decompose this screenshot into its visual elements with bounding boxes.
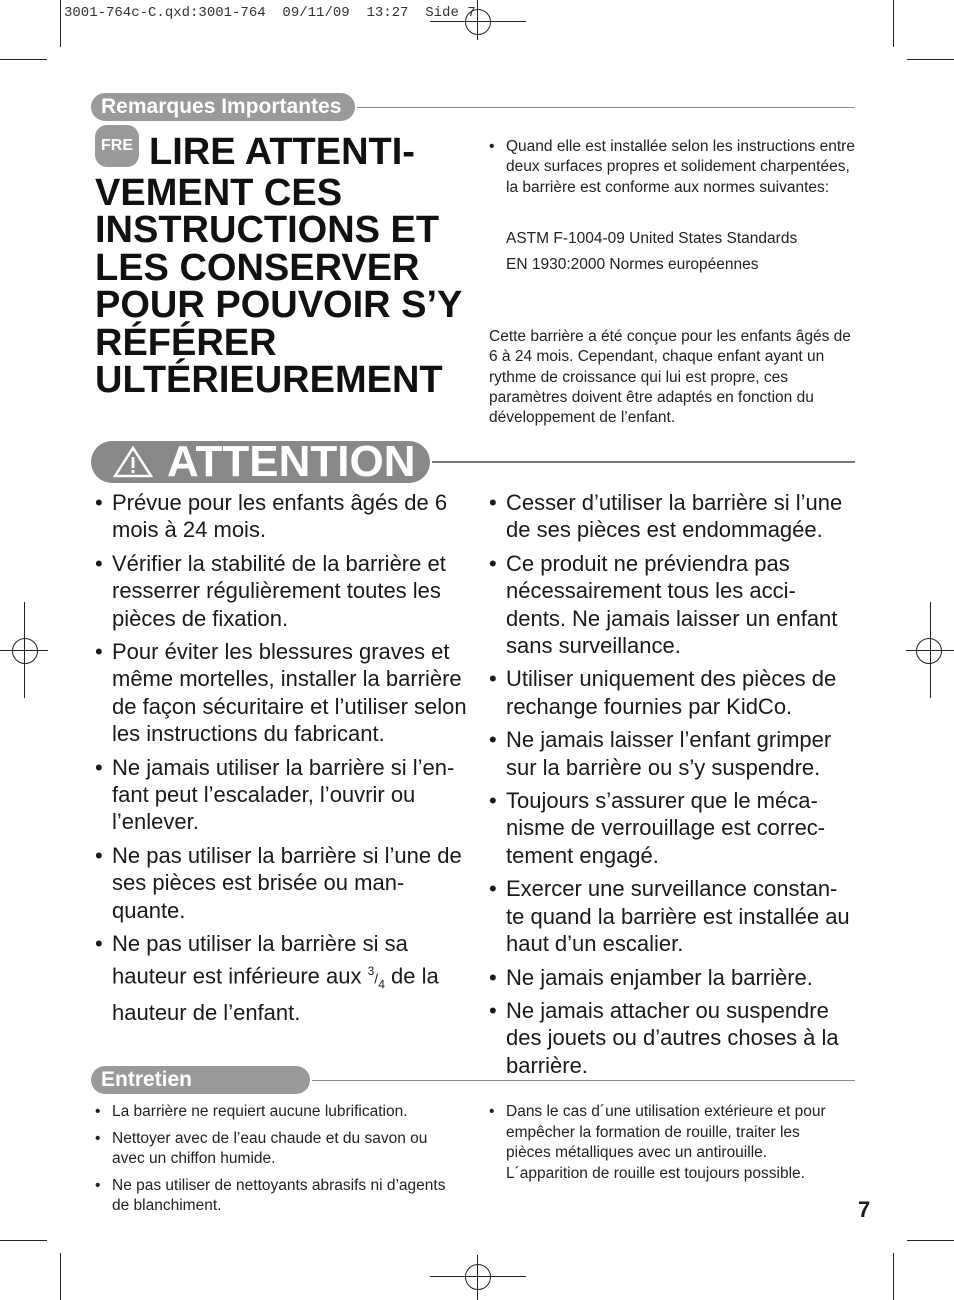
crop-mark <box>907 59 954 60</box>
title-text: LIRE ATTENTI- VEMENT CES INSTRUCTIONS ET LES CONSERVER POUR POUVOIR S’Y RÉFÉRER ULTÉRIEUREMENT <box>95 130 462 401</box>
attention-title: ATTENTION <box>167 437 416 486</box>
divider <box>432 461 856 463</box>
list-item: • Cesser d’utiliser la barrière si l’une de ses pièces est endommagée. <box>489 489 859 544</box>
crop-mark <box>907 1240 954 1241</box>
crop-mark <box>0 59 47 60</box>
list-item: • Ne jamais enjamber la barrière. <box>489 964 859 991</box>
registration-mark-icon <box>906 602 954 698</box>
list-item: • Ne pas utiliser la barrière si l’une de ses pièces est brisée ou man- quante. <box>95 842 470 924</box>
list-item: • Ne pas utiliser de nettoyants abrasifs ni d’agents de blanchiment. <box>95 1176 455 1217</box>
divider <box>357 107 855 108</box>
standards-block <box>489 137 859 275</box>
list-item: • La barrière ne requiert aucune lubrification. <box>95 1102 455 1123</box>
list-item: • Ce produit ne préviendra pas nécessairement tous les acci- dents. Ne jamais laisser un enfant sans surveillance. <box>489 550 859 660</box>
standard-item: ASTM F-1004-09 United States Standards <box>506 229 798 247</box>
attention-header <box>91 437 855 486</box>
section-title: Entretien <box>91 1066 310 1094</box>
page-title <box>95 130 465 401</box>
section-header-entretien <box>91 1066 855 1094</box>
registration-mark-icon <box>430 0 526 40</box>
list-item: • Ne pas utiliser la barrière si sa hauteur est inférieure aux $^3/_4$ de la hauteur de l’enfant. <box>95 930 470 1026</box>
page-number: 7 <box>858 1197 871 1222</box>
divider <box>312 1080 855 1081</box>
list-item: • Ne jamais laisser l’enfant grimper sur la barrière ou s’y suspendre. <box>489 726 859 781</box>
maintenance-text: Dans le cas d´une utilisation extérieure et pour empêcher la formation de rouille, traiter les pièces métalliques avec un antirouille. <box>506 1103 826 1161</box>
list-item: • Quand elle est installée selon les instructions entre deux surfaces propres et solidement charpentées, la barrière est conforme aux normes suivantes: <box>489 137 859 198</box>
section-title: Remarques Importantes <box>91 93 355 121</box>
list-item <box>489 1102 839 1184</box>
maintenance-left <box>95 1102 455 1223</box>
registration-mark-icon <box>430 1255 526 1300</box>
list-item: • Toujours s’assurer que le méca- nisme de verrouillage est correc- tement engagé. <box>489 787 859 869</box>
warnings-left <box>95 489 470 1032</box>
list-item: • Ne jamais utiliser la barrière si l’en- fant peut l’escalader, l’ouvrir ou l’enlever. <box>95 754 470 836</box>
design-note: Cette barrière a été conçue pour les enfants âgés de 6 à 24 mois. Cependant, chaque enfant ayant un rythme de croissance qui lui est propre, ces paramètres doivent être adaptés en fonction du développement de l’enfant. <box>489 328 851 427</box>
list-item: • Ne jamais attacher ou suspendre des jouets ou d’autres choses à la barrière. <box>489 997 859 1079</box>
list-item: • Exercer une surveillance constan- te quand la barrière est installée au haut d’un escalier. <box>489 875 859 957</box>
list-item: • Prévue pour les enfants âgés de 6 mois à 24 mois. <box>95 489 470 544</box>
list-item: • Vérifier la stabilité de la barrière et resserrer régulièrement toutes les pièces de fixation. <box>95 550 470 632</box>
crop-mark <box>893 0 894 47</box>
registration-mark-icon <box>0 602 48 698</box>
warnings-right <box>489 489 859 1085</box>
list-item: • Utiliser uniquement des pièces de rechange fournies par KidCo. <box>489 665 859 720</box>
maintenance-text: L´apparition de rouille est toujours possible. <box>506 1164 805 1182</box>
print-slug: 3001-764c-C.qxd:3001-764 09/11/09 13:27 Side 7 <box>64 5 476 21</box>
crop-mark <box>0 1240 47 1241</box>
warning-triangle-icon <box>113 446 153 478</box>
section-header-remarques <box>91 93 855 121</box>
crop-mark <box>60 1253 61 1300</box>
list-item: • Pour éviter les blessures graves et même mortelles, installer la barrière de façon sécuritaire et l’utiliser selon les instructions du fabricant. <box>95 638 470 748</box>
list-item: • Nettoyer avec de l’eau chaude et du savon ou avec un chiffon humide. <box>95 1129 455 1170</box>
standard-item: EN 1930:2000 Normes européennes <box>506 256 759 274</box>
maintenance-right <box>489 1102 839 1190</box>
crop-mark <box>893 1253 894 1300</box>
attention-badge <box>91 437 430 486</box>
language-badge: FRE <box>95 125 139 167</box>
crop-mark <box>60 0 61 47</box>
